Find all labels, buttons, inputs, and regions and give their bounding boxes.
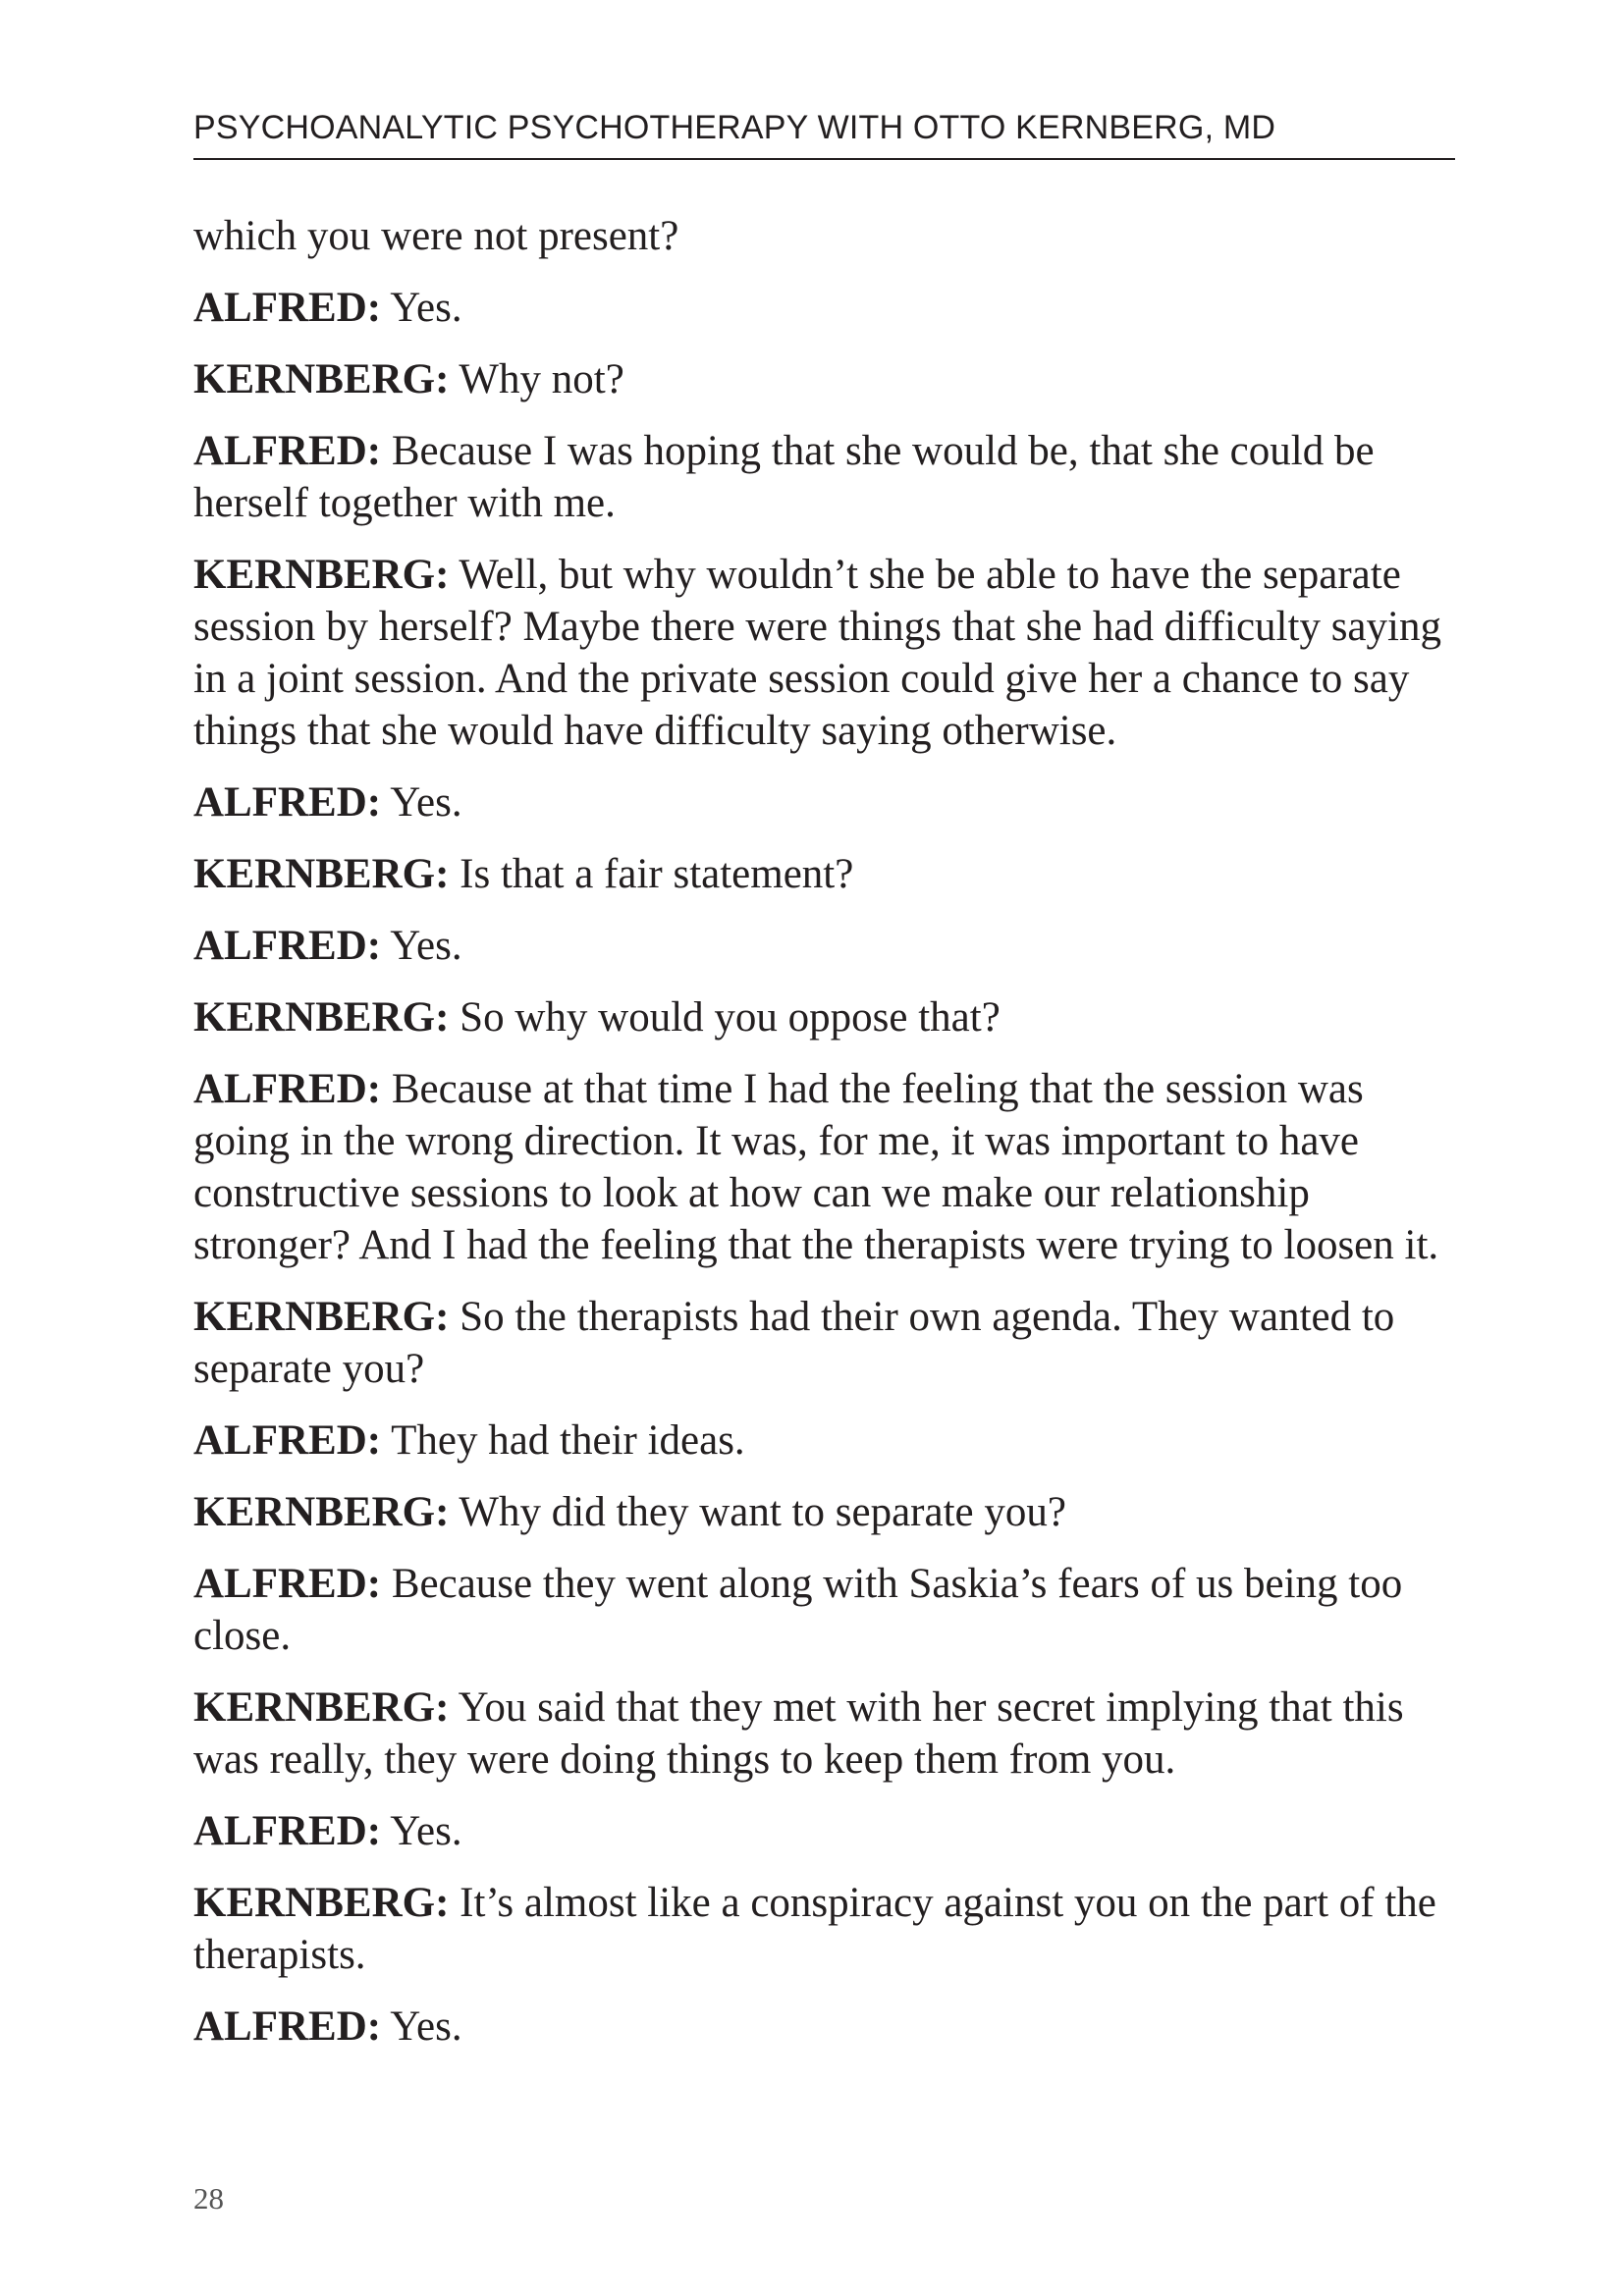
speaker-label: ALFRED:: [193, 1066, 382, 1112]
transcript-paragraph: [193, 776, 1470, 828]
page-number: 28: [193, 2181, 224, 2216]
speaker-label: ALFRED:: [193, 923, 382, 969]
paragraph-text: Why not?: [459, 356, 624, 402]
paragraph-text: Because I was hoping that she would be, that she could be herself together with me.: [193, 428, 1375, 526]
transcript-paragraph: [193, 425, 1470, 529]
paragraph-text: You said that they met with her secret implying that this was really, they were doing things to keep them from you.: [193, 1684, 1404, 1783]
speaker-label: ALFRED:: [193, 428, 382, 474]
paragraph-text: Well, but why wouldn’t she be able to have the separate session by herself? Maybe there were things that she had difficulty saying in a joint session. And the private session could give her a chance to say things that she would have difficulty saying otherwise.: [193, 552, 1441, 754]
speaker-label: ALFRED:: [193, 1561, 382, 1607]
transcript-paragraph: [193, 1486, 1470, 1538]
speaker-label: ALFRED:: [193, 1417, 382, 1464]
transcript-paragraph: [193, 282, 1470, 334]
paragraph-text: So why would you oppose that?: [460, 994, 1001, 1041]
paragraph-text: Yes.: [390, 2003, 462, 2050]
running-header: PSYCHOANALYTIC PSYCHOTHERAPY WITH OTTO KERNBERG, MD: [193, 109, 1276, 146]
speaker-label: KERNBERG:: [193, 552, 450, 598]
transcript-paragraph: [193, 848, 1470, 900]
speaker-label: ALFRED:: [193, 1808, 382, 1854]
transcript-paragraph: [193, 920, 1470, 972]
paragraph-text: It’s almost like a conspiracy against you on the part of the therapists.: [193, 1880, 1436, 1978]
paragraph-text: Yes.: [390, 923, 462, 969]
paragraph-text: They had their ideas.: [391, 1417, 745, 1464]
speaker-label: KERNBERG:: [193, 1880, 450, 1926]
header-rule: [193, 158, 1455, 160]
speaker-label: KERNBERG:: [193, 1684, 450, 1731]
speaker-label: KERNBERG:: [193, 1489, 450, 1535]
transcript-paragraph: [193, 1415, 1470, 1467]
speaker-label: ALFRED:: [193, 285, 382, 331]
transcript-paragraph: [193, 2001, 1470, 2053]
transcript-paragraph: [193, 991, 1470, 1043]
transcript-paragraph: [193, 549, 1470, 757]
speaker-label: KERNBERG:: [193, 994, 450, 1041]
paragraph-text: Yes.: [390, 779, 462, 826]
paragraph-text: Yes.: [390, 1808, 462, 1854]
paragraph-text: Because at that time I had the feeling that the session was going in the wrong direction. It was, for me, it was important to have constructive sessions to look at how can we make our relationship stronger? And I had the feeling that the therapists were trying to loosen it.: [193, 1066, 1439, 1268]
speaker-label: ALFRED:: [193, 2003, 382, 2050]
speaker-label: KERNBERG:: [193, 356, 450, 402]
transcript-paragraph: [193, 1063, 1470, 1271]
speaker-label: ALFRED:: [193, 779, 382, 826]
speaker-label: KERNBERG:: [193, 851, 450, 897]
transcript-paragraph: [193, 1291, 1470, 1395]
transcript-paragraph: [193, 1877, 1470, 1981]
paragraph-text: which you were not present?: [193, 213, 679, 259]
paragraph-text: Yes.: [390, 285, 462, 331]
paragraph-text: Why did they want to separate you?: [459, 1489, 1066, 1535]
transcript-body: [193, 210, 1470, 2072]
speaker-label: KERNBERG:: [193, 1294, 450, 1340]
paragraph-text: Because they went along with Saskia’s fears of us being too close.: [193, 1561, 1403, 1659]
transcript-paragraph: [193, 353, 1470, 405]
paragraph-text: Is that a fair statement?: [460, 851, 854, 897]
paragraph-text: So the therapists had their own agenda. They wanted to separate you?: [193, 1294, 1395, 1392]
transcript-paragraph: [193, 1805, 1470, 1857]
transcript-paragraph: [193, 1682, 1470, 1786]
transcript-paragraph: [193, 210, 1470, 262]
transcript-paragraph: [193, 1558, 1470, 1662]
